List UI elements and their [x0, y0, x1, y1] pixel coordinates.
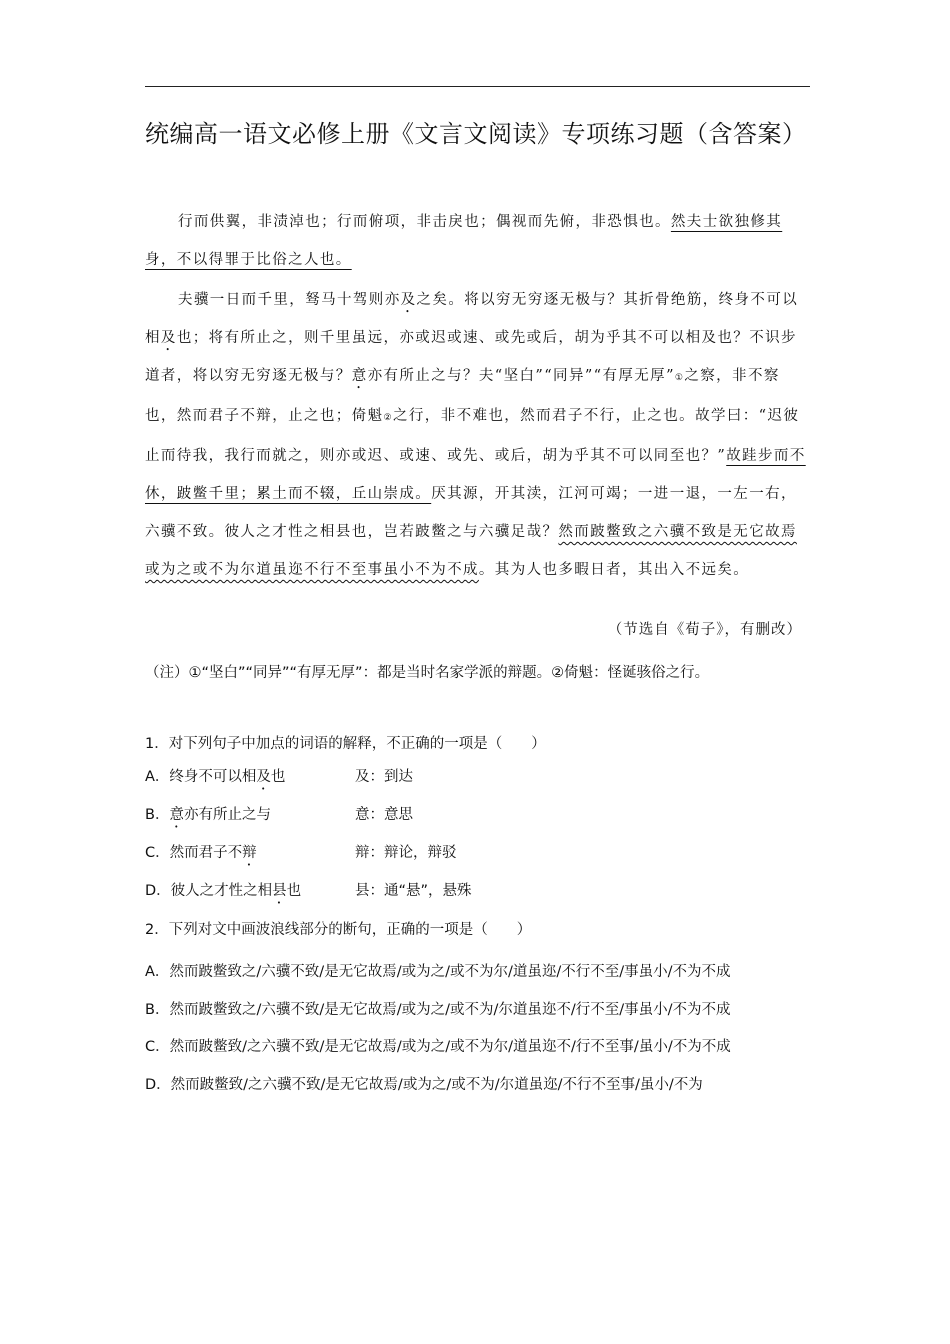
passage-paragraph-1 — [145, 203, 810, 279]
dotted-word: 县 — [272, 883, 287, 899]
option-gloss: 辩：辩论，辩驳 — [355, 845, 457, 861]
passage-text: 厌其源，开其渎，江河可竭；一进一退，一左一右，六骥不致。彼人之才性之相县也，岂若跛鳖之与六骥足哉？ — [145, 486, 797, 540]
q1-option-a: A．终身不可以相及也 及：到达 — [145, 765, 285, 793]
dotted-word: 意 — [351, 368, 368, 384]
dotted-word: 及 — [256, 769, 271, 785]
dotted-word: 意 — [169, 807, 184, 823]
q1-option-c: C．然而君子不辩 辩：辩论，辩驳 — [145, 841, 257, 869]
q1-option-d: D．彼人之才性之相县也 县：通“悬”，悬殊 — [145, 879, 301, 907]
question-1-stem: 1．对下列句子中加点的词语的解释，不正确的一项是（ ） — [145, 736, 546, 752]
passage-text: 也；将有所止之，则千里虽远，亦或迟或速、或先或后，胡为乎其不可以相及也？不识步道者，将以穷无穷逐无极与？ — [145, 330, 797, 384]
source-citation: （节选自《荀子》，有删改） — [607, 622, 802, 638]
footnote-marker: ① — [674, 373, 685, 383]
option-gloss: 意：意思 — [355, 807, 413, 823]
passage-text: 亦有所止之与？夫“坚白”“同异”“有厚无厚” — [367, 368, 675, 384]
passage-text: 之行，非不难也，然而君子不行，止之也。故学曰：“迟彼止而待我，我行而就之，则亦或迟、或速、或先、或后，胡为乎其不可以同至也？” — [145, 408, 800, 464]
passage-text: 之察，非不察也，然而君子不辩，止之也；倚魁 — [145, 368, 780, 424]
q2-option-d: D．然而跛鳖致/之六骥不致/是无它故焉/或为之/或不为/尔道虽迩/不行不至事/虽小/不为 — [145, 1076, 703, 1093]
passage-text: 夫骥一日而千里，驽马十驾则亦 — [178, 292, 401, 308]
passage-text: 行而供翼，非渍淖也；行而俯项，非击戾也；偶视而先俯，非恐惧也。 — [178, 214, 671, 230]
footnote: （注）①“坚白”“同异”“有厚无厚”：都是当时名家学派的辩题。②倚魁：怪诞骇俗之行。 — [145, 665, 710, 681]
footnote-marker: ② — [383, 413, 393, 423]
q2-option-c: C．然而跛鳖致/之六骥不致/是无它故焉/或为之/或不为尔/道虽迩不/行不至事/虽小/不为不成 — [145, 1039, 731, 1055]
dotted-word: 及 — [400, 292, 417, 308]
q2-options — [145, 954, 810, 1104]
underlined-sentence: 然夫士欲独修其身，不以得罪于比俗之人也。 — [145, 214, 783, 268]
underlined-sentence: 故跬步而不休，跛鳖千里；累土而不辍，丘山崇成。 — [145, 448, 806, 502]
option-gloss: 及：到达 — [355, 769, 413, 785]
dotted-word: 及 — [160, 330, 177, 346]
passage-paragraph-2 — [145, 281, 810, 589]
q2-option-a: A．然而跛鳖致之/六骥不致/是无它故焉/或为之/或不为尔/道虽迩/不行不至/事虽小/不为不成 — [145, 964, 731, 980]
question-2-stem: 2．下列对文中画波浪线部分的断句，正确的一项是（ ） — [145, 922, 532, 938]
dotted-word: 辩 — [242, 845, 257, 861]
passage-text: 。其为人也多暇日者，其出入不远矣。 — [478, 562, 750, 578]
wavy-underlined-sentence: 然而跛鳖致之六骥不致是无它故焉或为之或不为尔道虽迩不行不至事虽小不为不成 — [145, 524, 797, 578]
q1-option-b: B．意亦有所止之与 意：意思 — [145, 803, 271, 831]
header-rule — [145, 86, 810, 87]
page-title: 统编高一语文必修上册《文言文阅读》专项练习题（含答案） — [145, 120, 807, 148]
passage-text: 之矣。将以穷无穷逐无极与？其折骨绝筋，终身不可以相 — [145, 292, 799, 346]
q2-option-b: B．然而跛鳖致之/六骥不致/是无它故焉/或为之/或不为/尔道虽迩不/行不至/事虽小/不为不成 — [145, 1001, 731, 1018]
option-gloss: 县：通“悬”，悬殊 — [355, 883, 472, 899]
